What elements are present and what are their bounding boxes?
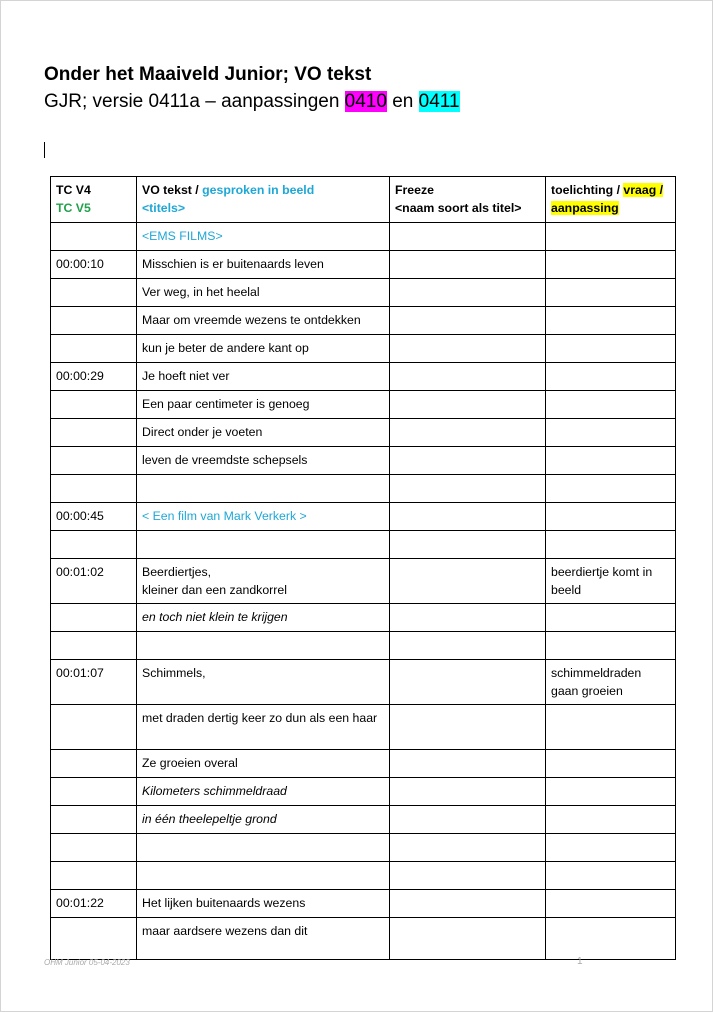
vo-text-cell: Kilometers schimmeldraad: [137, 778, 390, 806]
header-freeze-sub: <naam soort als titel>: [395, 201, 522, 215]
note-cell: [546, 890, 676, 918]
note-cell: [546, 419, 676, 447]
timecode-cell: [51, 223, 137, 251]
document-title: Onder het Maaiveld Junior; VO tekst: [44, 64, 372, 85]
timecode-cell: 00:01:22: [51, 890, 137, 918]
table-row: [51, 251, 676, 279]
table-row: [51, 834, 676, 862]
table-row: [51, 335, 676, 363]
table-row: [51, 778, 676, 806]
header-note-label: toelichting /: [551, 183, 624, 197]
vo-text-cell: met draden dertig keer zo dun als een haar: [137, 705, 390, 750]
freeze-cell: [390, 419, 546, 447]
table-row: [51, 363, 676, 391]
table-row: [51, 890, 676, 918]
vo-text-cell: Beerdiertjes, kleiner dan een zandkorrel: [137, 559, 390, 604]
vo-text-cell: in één theelepeltje grond: [137, 806, 390, 834]
freeze-cell: [390, 750, 546, 778]
vo-text-cell: Misschien is er buitenaards leven: [137, 251, 390, 279]
table-row: [51, 559, 676, 604]
vo-text-cell: [137, 834, 390, 862]
timecode-cell: 00:00:45: [51, 503, 137, 531]
freeze-cell: [390, 335, 546, 363]
table-header-row: [51, 177, 676, 223]
table-row: [51, 660, 676, 705]
note-cell: [546, 531, 676, 559]
voice-over-table: [50, 176, 676, 960]
table-row: [51, 862, 676, 890]
note-cell: [546, 806, 676, 834]
note-cell: [546, 223, 676, 251]
freeze-cell: [390, 503, 546, 531]
timecode-cell: [51, 391, 137, 419]
header-vo-label: VO tekst /: [142, 183, 203, 197]
version-0410-highlight: 0410: [344, 91, 387, 112]
subtitle-mid: en: [386, 91, 419, 112]
vo-text-cell: [137, 632, 390, 660]
vo-text-cell: maar aardsere wezens dan dit: [137, 918, 390, 960]
vo-text-cell: Ver weg, in het heelal: [137, 279, 390, 307]
table-row: [51, 223, 676, 251]
timecode-cell: 00:00:29: [51, 363, 137, 391]
note-cell: [546, 363, 676, 391]
freeze-cell: [390, 279, 546, 307]
table-row: [51, 531, 676, 559]
timecode-cell: [51, 419, 137, 447]
subtitle-prefix: GJR; versie 0411a – aanpassingen: [44, 91, 345, 112]
table-row: [51, 503, 676, 531]
timecode-cell: [51, 750, 137, 778]
document-subtitle: [44, 91, 460, 113]
header-freeze-label: Freeze: [395, 183, 434, 197]
freeze-cell: [390, 223, 546, 251]
note-cell: [546, 778, 676, 806]
header-timecode: [51, 177, 137, 223]
header-note-vraag: vraag /: [623, 183, 664, 197]
vo-text-cell: <EMS FILMS>: [137, 223, 390, 251]
note-cell: [546, 834, 676, 862]
freeze-cell: [390, 778, 546, 806]
header-freeze: [390, 177, 546, 223]
note-cell: schimmeldraden gaan groeien: [546, 660, 676, 705]
header-vo-titles: <titels>: [142, 201, 186, 215]
table-row: [51, 307, 676, 335]
table-row: [51, 447, 676, 475]
header-note-aanpassing: aanpassing: [551, 201, 619, 215]
freeze-cell: [390, 559, 546, 604]
note-cell: [546, 503, 676, 531]
note-cell: [546, 475, 676, 503]
footer-document-label: OHM Junior 05-04-2023: [44, 958, 130, 967]
text-cursor: [44, 142, 45, 158]
vo-text-cell: Je hoeft niet ver: [137, 363, 390, 391]
timecode-cell: [51, 834, 137, 862]
table-row: [51, 419, 676, 447]
note-cell: [546, 307, 676, 335]
freeze-cell: [390, 834, 546, 862]
timecode-cell: 00:01:07: [51, 660, 137, 705]
timecode-cell: [51, 279, 137, 307]
note-cell: [546, 632, 676, 660]
freeze-cell: [390, 531, 546, 559]
vo-text-cell: [137, 475, 390, 503]
timecode-cell: 00:01:02: [51, 559, 137, 604]
freeze-cell: [390, 604, 546, 632]
table-row: [51, 750, 676, 778]
table-row: [51, 918, 676, 960]
note-cell: [546, 391, 676, 419]
vo-text-cell: [137, 531, 390, 559]
note-cell: [546, 750, 676, 778]
vo-text-cell: < Een film van Mark Verkerk >: [137, 503, 390, 531]
table-row: [51, 806, 676, 834]
table-row: [51, 391, 676, 419]
freeze-cell: [390, 475, 546, 503]
header-vo-spoken: gesproken in beeld: [202, 183, 315, 197]
note-cell: [546, 862, 676, 890]
freeze-cell: [390, 862, 546, 890]
freeze-cell: [390, 806, 546, 834]
freeze-cell: [390, 391, 546, 419]
vo-text-cell: kun je beter de andere kant op: [137, 335, 390, 363]
freeze-cell: [390, 918, 546, 960]
header-tc-v5: TC V5: [56, 201, 91, 215]
vo-text-cell: en toch niet klein te krijgen: [137, 604, 390, 632]
table-row: [51, 705, 676, 750]
timecode-cell: [51, 531, 137, 559]
table-row: [51, 475, 676, 503]
vo-text-cell: [137, 862, 390, 890]
timecode-cell: [51, 918, 137, 960]
freeze-cell: [390, 447, 546, 475]
timecode-cell: [51, 447, 137, 475]
vo-text-cell: leven de vreemdste schepsels: [137, 447, 390, 475]
note-cell: [546, 604, 676, 632]
header-note: [546, 177, 676, 223]
freeze-cell: [390, 251, 546, 279]
timecode-cell: [51, 705, 137, 750]
timecode-cell: 00:00:10: [51, 251, 137, 279]
freeze-cell: [390, 660, 546, 705]
note-cell: [546, 705, 676, 750]
vo-text-cell: Ze groeien overal: [137, 750, 390, 778]
note-cell: [546, 335, 676, 363]
vo-text-cell: Een paar centimeter is genoeg: [137, 391, 390, 419]
note-cell: [546, 918, 676, 960]
timecode-cell: [51, 632, 137, 660]
freeze-cell: [390, 307, 546, 335]
timecode-cell: [51, 806, 137, 834]
freeze-cell: [390, 632, 546, 660]
timecode-cell: [51, 475, 137, 503]
timecode-cell: [51, 862, 137, 890]
header-vo-text: [137, 177, 390, 223]
timecode-cell: [51, 335, 137, 363]
table-row: [51, 632, 676, 660]
timecode-cell: [51, 307, 137, 335]
header-tc-v4: TC V4: [56, 183, 91, 197]
table-row: [51, 604, 676, 632]
note-cell: [546, 279, 676, 307]
note-cell: [546, 251, 676, 279]
freeze-cell: [390, 363, 546, 391]
vo-text-cell: Direct onder je voeten: [137, 419, 390, 447]
vo-text-cell: Schimmels,: [137, 660, 390, 705]
vo-text-cell: Maar om vreemde wezens te ontdekken: [137, 307, 390, 335]
table-row: [51, 279, 676, 307]
freeze-cell: [390, 890, 546, 918]
timecode-cell: [51, 604, 137, 632]
footer-page-number: 1: [577, 956, 583, 967]
freeze-cell: [390, 705, 546, 750]
note-cell: beerdiertje komt in beeld: [546, 559, 676, 604]
note-cell: [546, 447, 676, 475]
timecode-cell: [51, 778, 137, 806]
vo-text-cell: Het lijken buitenaards wezens: [137, 890, 390, 918]
version-0411-highlight: 0411: [418, 91, 460, 112]
